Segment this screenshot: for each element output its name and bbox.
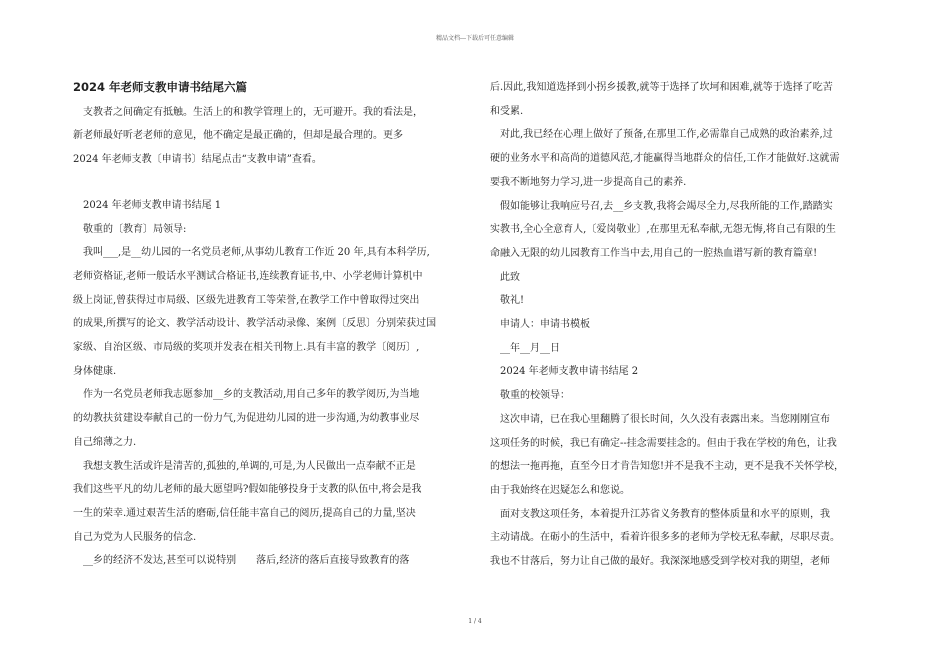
blank-line: [73, 172, 464, 194]
paragraph-line: 命融入无限的幼儿园教育工作当中去,用自己的一腔热血谱写新的教育篇章!: [490, 247, 818, 259]
applicant-line: 申请人：申请书模板: [500, 319, 590, 331]
paragraph-line: 作为一名党员老师我志愿参加__乡的支教活动,用自己多年的教学阅历,为当地: [83, 389, 420, 401]
paragraph-line: 新老师最好听老老师的意见，他不确定是最正确的，但却是最合理的。更多: [73, 130, 403, 142]
paragraph-line: 自己绵薄之力.: [73, 436, 137, 448]
paragraph-line: 这项任务的时候，我已有确定--挂念需要挂念的。但由于我在学校的角色，让我: [490, 437, 837, 449]
paragraph-line: 自己为党为人民服务的信念.: [73, 531, 197, 543]
paragraph-line: 后.因此,我知道选择到小拐乡援教,就等于选择了坎坷和困难,就等于选择了吃苦: [490, 82, 833, 93]
page-header: 精品文档---下载后可任意编辑: [435, 35, 515, 42]
paragraph-line: 面对支教这项任务，本着提升江苏省义务教育的整体质量和水平的原则，我: [500, 508, 830, 520]
paragraph-line: 假如能够让我响应号召,去__乡支教,我将会竭尽全力,尽我所能的工作,踏踏实: [500, 200, 833, 212]
salutation: 敬重的校领导：: [500, 390, 570, 402]
paragraph-line: 身体健康.: [73, 365, 117, 377]
paragraph-line: 的成果,所撰写的论文、教学活动设计、教学活动录像、案例〔反思〕分别荣获过国: [73, 318, 437, 330]
paragraph-line: 和受累.: [490, 105, 524, 117]
right-column: [490, 76, 876, 574]
salutation: 敬重的〔教育〕局领导:: [83, 223, 187, 235]
closing-line: 敬礼!: [500, 295, 525, 307]
paragraph-line: 主动请战。在砺小的生活中，看着许很多多的老师为学校无私奉献，尽职尽责。: [490, 532, 840, 544]
paragraph-line: 的幼教扶贫建设奉献自己的一份力气,为促进幼儿园的进一步沟通,为幼教事业尽: [73, 413, 420, 425]
paragraph-line: 支教者之间确定有抵触。生活上的和教学管理上的，无可避开。我的看法是，: [83, 106, 423, 118]
paragraph-line: 由于我始终在迟疑怎么和您说。: [490, 484, 630, 496]
left-column: [73, 76, 464, 573]
paragraph-line: 家级、自治区级、市局级的奖项并发表在相关刊物上.具有丰富的教学〔阅历〕,: [73, 342, 420, 354]
paragraph-line: 我也不甘落后，努力让自己做的最好。我深深地感受到学校对我的期望，老师: [490, 556, 830, 568]
paragraph-line: 实教书,全心全意育人,〔爱岗敬业〕,在那里无私奉献,无怨无悔,将自己有限的生: [490, 224, 836, 236]
paragraph-line: 级上岗证,曾获得过市局级、区级先进教育工等荣誉,在教学工作中曾取得过突出: [73, 294, 420, 306]
paragraph-line: 对此,我已经在心理上做好了预备,在那里工作,必需靠自己成熟的政治素养,过: [500, 129, 833, 141]
date-line: __年__月__日: [500, 342, 560, 354]
paragraph-line: 要我不断地努力学习,进一步提高自己的素养.: [490, 176, 687, 188]
paragraph-line: __乡的经济不发达,甚至可以说特别 落后,经济的落后直接导致教育的落: [83, 555, 410, 567]
section-heading: 2024 年老师支教申请书结尾 2: [500, 366, 639, 378]
paragraph-line: 2024 年老师支教〔申请书〕结尾点击“支教申请”查看。: [73, 154, 322, 166]
paragraph-line: 老师资格证,老师一般话水平测试合格证书,连续教育证书,中、小学老师计算机中: [73, 270, 423, 282]
paragraph-line: 一生的荣幸.通过艰苦生活的磨砺,信任能丰富自己的阅历,提高自己的力量,坚决: [73, 507, 416, 519]
closing-line: 此致: [500, 271, 520, 283]
paragraph-line: 我叫___,是__幼儿园的一名党员老师,从事幼儿教育工作近 20 年,具有本科学历,: [83, 247, 430, 259]
paragraph-line: 的想法一拖再拖，直至今日才肯告知您!并不是我不主动，更不是我不关怀学校，: [490, 461, 845, 473]
document-title: 2024 年老师支教申请书结尾六篇: [73, 80, 248, 94]
section-heading: 2024 年老师支教申请书结尾 1: [83, 199, 222, 211]
paragraph-line: 我们这些平凡的幼儿老师的最大愿望吗?假如能够投身于支教的队伍中,将会是我: [73, 484, 422, 496]
page-number: 1 / 4: [468, 618, 482, 625]
paragraph-line: 我想支教生活或许是清苦的,孤独的,单调的,可是,为人民做出一点奉献不正是: [83, 460, 416, 472]
paragraph-line: 硬的业务水平和高尚的道德风范,才能赢得当地群众的信任,工作才能做好.这就需: [490, 153, 840, 165]
paragraph-line: 这次申请，已在我心里翻腾了很长时间，久久没有表露出来。当您刚刚宣布: [500, 413, 830, 425]
